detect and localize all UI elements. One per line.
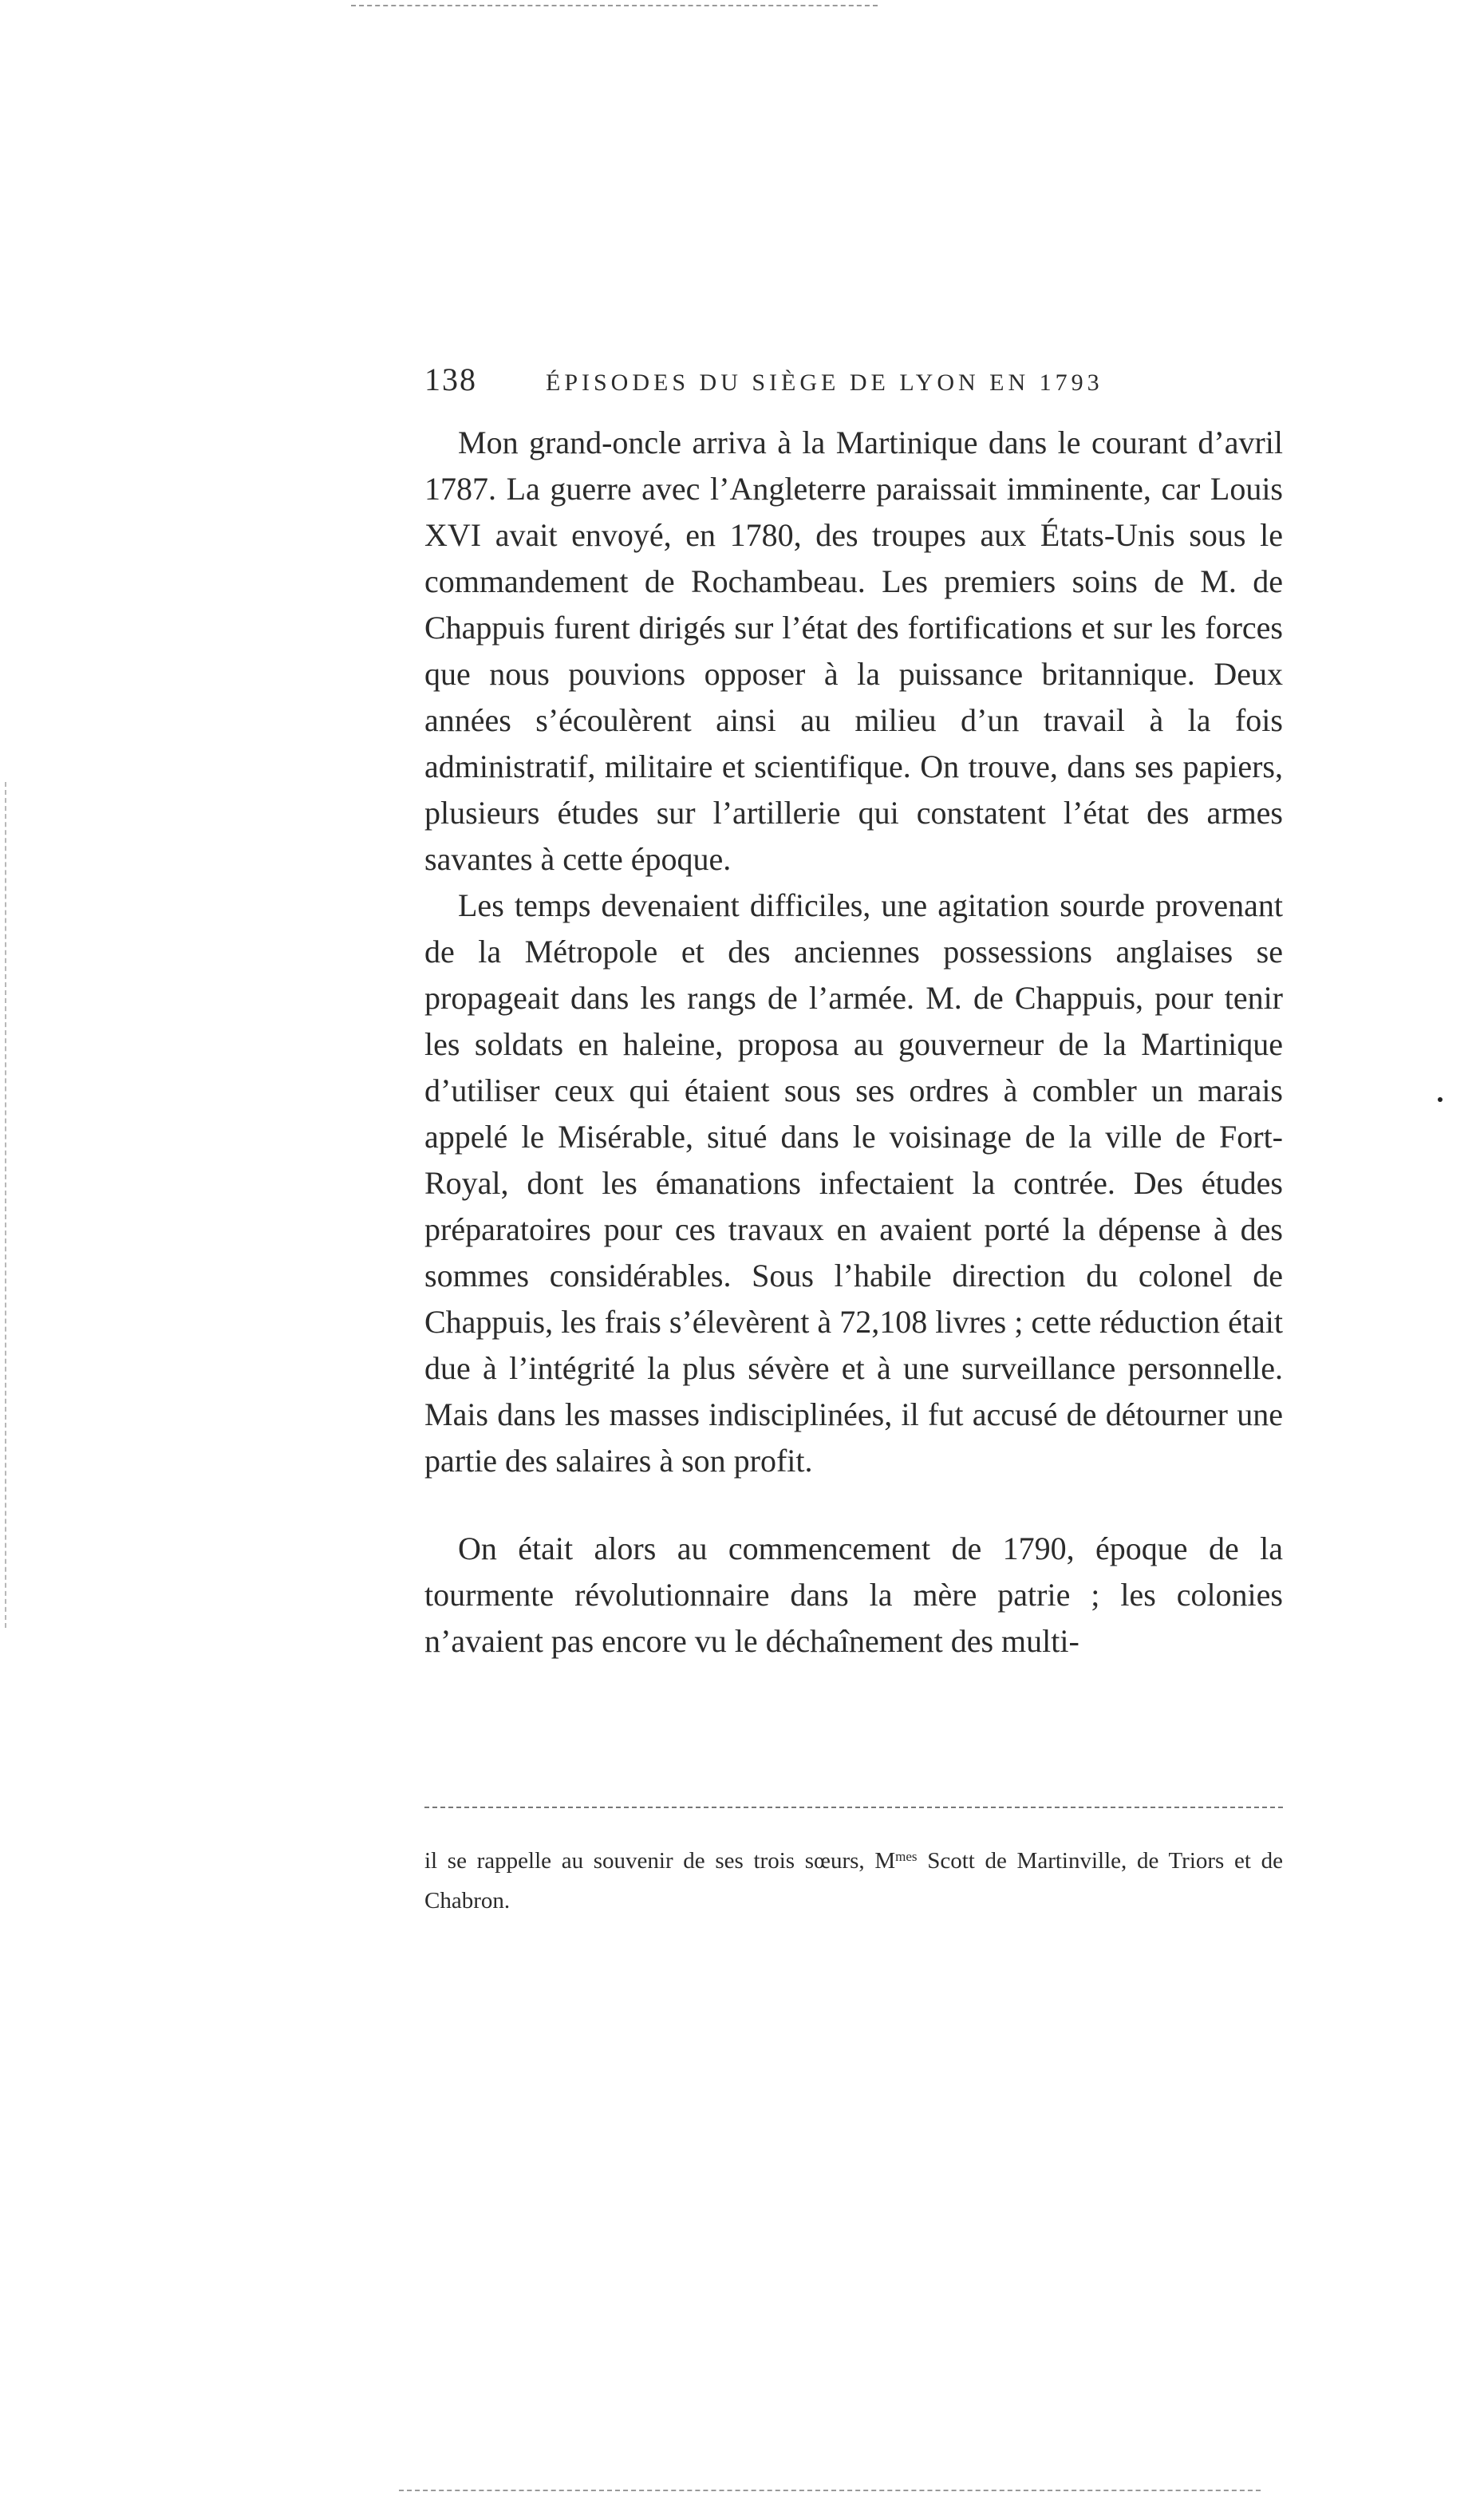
paragraph-2: Les temps devenaient difficiles, une agitation sourde provenant de la Métropole et des anciennes possessions anglaises se propageait dans les rangs de l’armée. M. de Chappuis, pour tenir les soldats en haleine, proposa au gouverneur de la Martinique d’utiliser ceux qui étaient sous ses ordres à combler un marais appelé le Misérable, situé dans le voisinage de la ville de Fort-Royal, dont les émanations infectaient la contrée. Des études préparatoires pour ces travaux en avaient porté la dépense à des sommes considérables. Sous l’habile direction du colonel de Chappuis, les frais s’élevèrent à 72,108 livres ; cette réduction était due à l’intégrité la plus sévère et à une surveillance personnelle. Mais dans les masses indisciplinées, il fut accusé de détourner une partie des salaires à son profit. (424, 887, 1283, 1479)
footnote (424, 1837, 1283, 1921)
page-edge-bottom (399, 2490, 1261, 2491)
footnote-text-end: Scott de Martinville, de Triors et de Chabron. (424, 1848, 1283, 1914)
footnote-text-start: il se rappelle au souvenir de ses trois sœurs, M (424, 1848, 896, 1874)
page-edge-top (351, 5, 878, 6)
binding-mark (5, 782, 6, 1628)
footnote-superscript: mes (895, 1849, 918, 1864)
footnote-rule (424, 1807, 1283, 1808)
paragraph-1: Mon grand-oncle arriva à la Martinique dans le courant d’avril 1787. La guerre avec l’Angleterre paraissait imminente, car Louis XVI avait envoyé, en 1780, des troupes aux États-Unis sous le commandement de Rochambeau. Les premiers soins de M. de Chappuis furent dirigés sur l’état des fortifications et sur les forces que nous pouvions opposer à la puissance britannique. Deux années s’écoulèrent ainsi au milieu d’un travail à la fois administratif, militaire et scientifique. On trouve, dans ses papiers, plusieurs études sur l’artillerie qui constatent l’état des armes savantes à cette époque. (424, 425, 1283, 877)
paragraph-3: On était alors au commencement de 1790, époque de la tourmente révolutionnaire dans la mère patrie ; les colonies n’avaient pas encore vu le déchaînement des multi- (424, 1530, 1283, 1659)
body-text (424, 420, 1283, 1665)
running-title: ÉPISODES DU SIÈGE DE LYON EN 1793 (546, 369, 1103, 396)
page-number: 138 (424, 361, 477, 397)
running-head (424, 361, 1286, 409)
ink-speck (1438, 1097, 1443, 1102)
